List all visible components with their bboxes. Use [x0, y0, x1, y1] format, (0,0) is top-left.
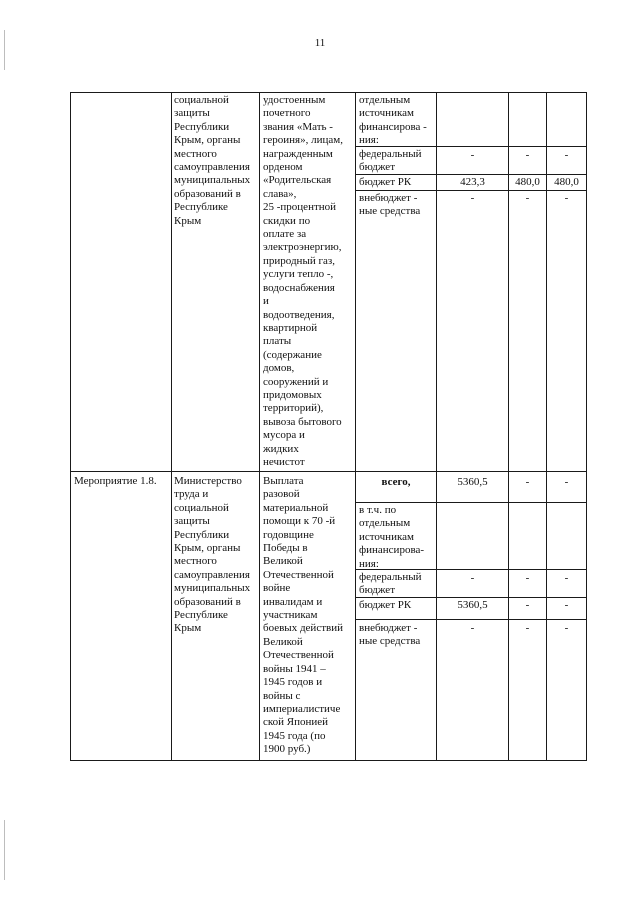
col-border-1	[171, 92, 172, 761]
table-top-border	[70, 92, 587, 93]
funding-source: отдельным источникам финансирова - ния:	[359, 94, 427, 147]
funding-value: -	[525, 622, 530, 634]
funding-value: -	[564, 476, 569, 488]
funding-value: -	[470, 572, 475, 584]
executor-cell: Министерство труда и социальной защиты Республики Крым, органы местного самоуправления муниципальных образований в Республике Крым	[174, 475, 251, 635]
funding-value: -	[564, 572, 569, 584]
funding-source: бюджет РК	[359, 176, 412, 188]
funding-value: -	[525, 476, 530, 488]
executor-cell: социальной защиты Республики Крым, органы местного самоуправления муниципальных образований в Республике Крым	[174, 94, 251, 227]
subrow-line	[355, 190, 587, 191]
funding-value: 5360,5	[457, 476, 488, 488]
funding-source: бюджет РК	[359, 599, 412, 611]
col-border-3	[355, 92, 356, 761]
col-border-right	[586, 92, 587, 761]
funding-source: федеральный бюджет	[359, 571, 422, 597]
scan-edge-mark	[4, 30, 5, 70]
funding-source: федеральный бюджет	[359, 148, 422, 174]
table-bottom-border	[70, 760, 587, 761]
funding-value: -	[525, 192, 530, 204]
funding-value: -	[564, 149, 569, 161]
funding-value: -	[525, 149, 530, 161]
funding-value: -	[470, 149, 475, 161]
subrow-line	[355, 619, 587, 620]
funding-value: -	[564, 622, 569, 634]
funding-total-label: всего,	[381, 476, 411, 488]
col-border-left	[70, 92, 71, 761]
funding-value: 423,3	[460, 176, 485, 188]
scan-edge-mark	[4, 820, 5, 880]
funding-value: -	[470, 192, 475, 204]
funding-source: внебюджет - ные средства	[359, 192, 421, 218]
program-table	[70, 92, 587, 761]
col-border-2	[259, 92, 260, 761]
funding-value: 480,0	[515, 176, 540, 188]
row-separator	[70, 471, 587, 472]
funding-source: в т.ч. по отдельным источникам финансирова- ния:	[359, 504, 425, 570]
funding-value: -	[525, 572, 530, 584]
page-number: 11	[314, 37, 326, 49]
funding-value: -	[525, 599, 530, 611]
funding-value: -	[564, 192, 569, 204]
subrow-line	[355, 502, 587, 503]
measure-name: Мероприятие 1.8.	[74, 475, 157, 487]
funding-value: 5360,5	[457, 599, 488, 611]
funding-source: внебюджет - ные средства	[359, 622, 421, 648]
funding-value: -	[564, 599, 569, 611]
description-cell: Выплата разовой материальной помощи к 70 -й годовщине Победы в Великой Отечественной войне инвалидам и участникам боевых действий Великой Отечественной войны 1941 – 1945 годов и войны с империалистиче ской Японией 1945 года (по 1900 руб.)	[263, 475, 343, 756]
description-cell: удостоенным почетного звания «Мать - героиня», лицам, награжденным орденом «Родительская слава», 25 -процентной скидки по оплате за электроэнергию, природный газ, услуги тепло -, водоснабжения и водоотведения, квартирной платы (содержание домов, сооружений и придомовых территорий), вывоза бытового мусора и жидких нечистот	[263, 94, 343, 468]
funding-value: -	[470, 622, 475, 634]
funding-value: 480,0	[554, 176, 579, 188]
